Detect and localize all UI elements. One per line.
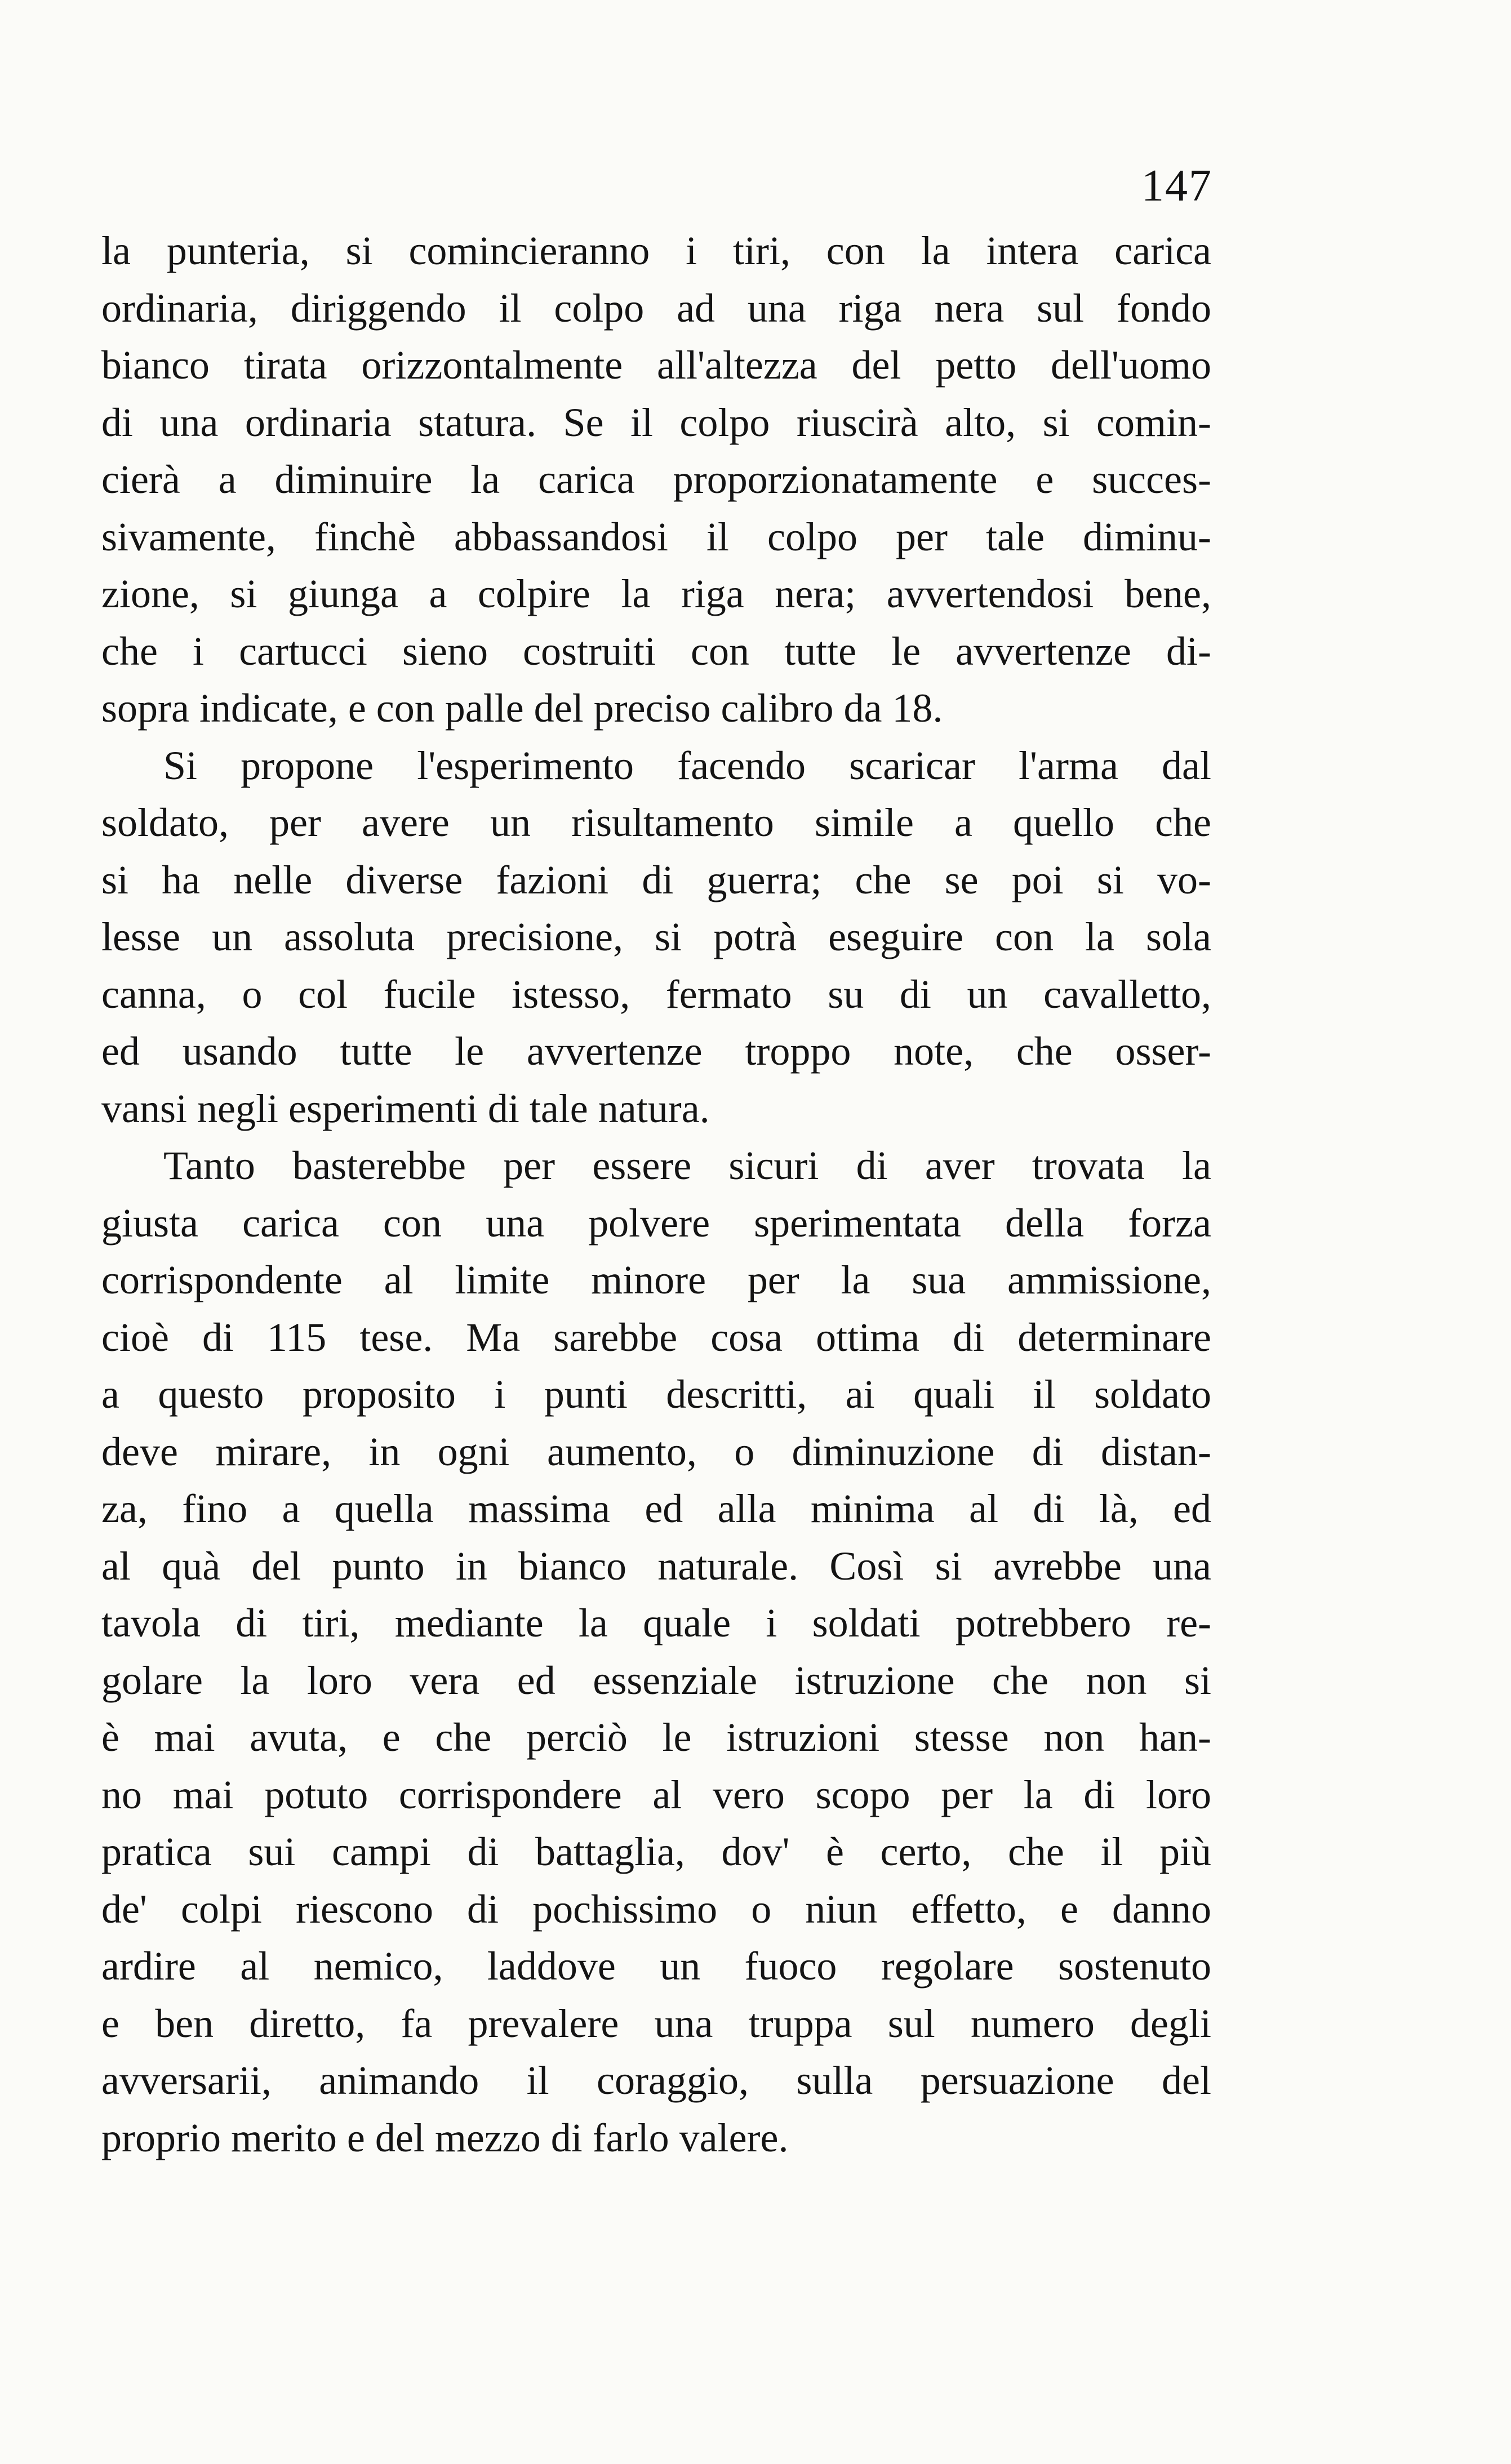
text-line: avversarii, animando il coraggio, sulla persuazione del xyxy=(101,2058,1211,2103)
text-line: canna, o col fucile istesso, fermato su di un cavalletto, xyxy=(101,971,1211,1017)
text-line: tavola di tiri, mediante la quale i soldati potrebbero re- xyxy=(101,1600,1211,1645)
text-line: si ha nelle diverse fazioni di guerra; che se poi si vo- xyxy=(101,857,1211,902)
text-line: vansi negli esperimenti di tale natura. xyxy=(101,1086,710,1131)
text-line: sopra indicate, e con palle del preciso calibro da 18. xyxy=(101,686,943,731)
text-line: ardire al nemico, laddove un fuoco regolare sostenuto xyxy=(101,1943,1211,1989)
paragraph xyxy=(101,223,1211,737)
page-number: 147 xyxy=(1141,161,1212,211)
text-line: a questo proposito i punti descritti, ai quali il soldato xyxy=(101,1372,1211,1417)
text-line: no mai potuto corrispondere al vero scopo per la di loro xyxy=(101,1772,1211,1817)
text-line: golare la loro vera ed essenziale istruzione che non si xyxy=(101,1657,1211,1703)
body-text xyxy=(101,223,1211,2167)
text-line: e ben diretto, fa prevalere una truppa sul numero degli xyxy=(101,2000,1211,2046)
text-line: cioè di 115 tese. Ma sarebbe cosa ottima di determinare xyxy=(101,1314,1211,1360)
text-line: giusta carica con una polvere sperimentata della forza xyxy=(101,1200,1211,1246)
paragraph xyxy=(101,737,1211,1138)
text-line: Si propone l'esperimento facendo scaricar l'arma dal xyxy=(163,742,1211,788)
text-line: proprio merito e del mezzo di farlo valere. xyxy=(101,2115,789,2160)
text-line: deve mirare, in ogni aumento, o diminuzione di distan- xyxy=(101,1429,1211,1474)
text-line: è mai avuta, e che perciò le istruzioni stesse non han- xyxy=(101,1715,1211,1760)
text-line: pratica sui campi di battaglia, dov' è certo, che il più xyxy=(101,1829,1211,1874)
text-line: Tanto basterebbe per essere sicuri di aver trovata la xyxy=(163,1143,1211,1188)
text-line: za, fino a quella massima ed alla minima al di là, ed xyxy=(101,1486,1211,1531)
text-line: ed usando tutte le avvertenze troppo note, che osser- xyxy=(101,1029,1211,1074)
text-line: ordinaria, diriggendo il colpo ad una riga nera sul fondo xyxy=(101,285,1211,331)
text-line: zione, si giunga a colpire la riga nera; avvertendosi bene, xyxy=(101,571,1211,616)
text-line: de' colpi riescono di pochissimo o niun effetto, e danno xyxy=(101,1886,1211,1932)
text-line: sivamente, finchè abbassandosi il colpo per tale diminu- xyxy=(101,514,1211,559)
text-line: che i cartucci sieno costruiti con tutte le avvertenze di- xyxy=(101,628,1211,674)
text-line: cierà a diminuire la carica proporzionatamente e succes- xyxy=(101,457,1211,502)
text-line: bianco tirata orizzontalmente all'altezza del petto dell'uomo xyxy=(101,343,1211,388)
text-line: la punteria, si comincieranno i tiri, con la intera carica xyxy=(101,228,1211,273)
paragraph xyxy=(101,1137,1211,2167)
text-line: lesse un assoluta precisione, si potrà eseguire con la sola xyxy=(101,914,1211,959)
text-line: soldato, per avere un risultamento simile a quello che xyxy=(101,800,1211,845)
text-line: corrispondente al limite minore per la sua ammissione, xyxy=(101,1257,1211,1302)
text-line: al quà del punto in bianco naturale. Così si avrebbe una xyxy=(101,1543,1211,1589)
text-line: di una ordinaria statura. Se il colpo riuscirà alto, si comin- xyxy=(101,399,1211,445)
